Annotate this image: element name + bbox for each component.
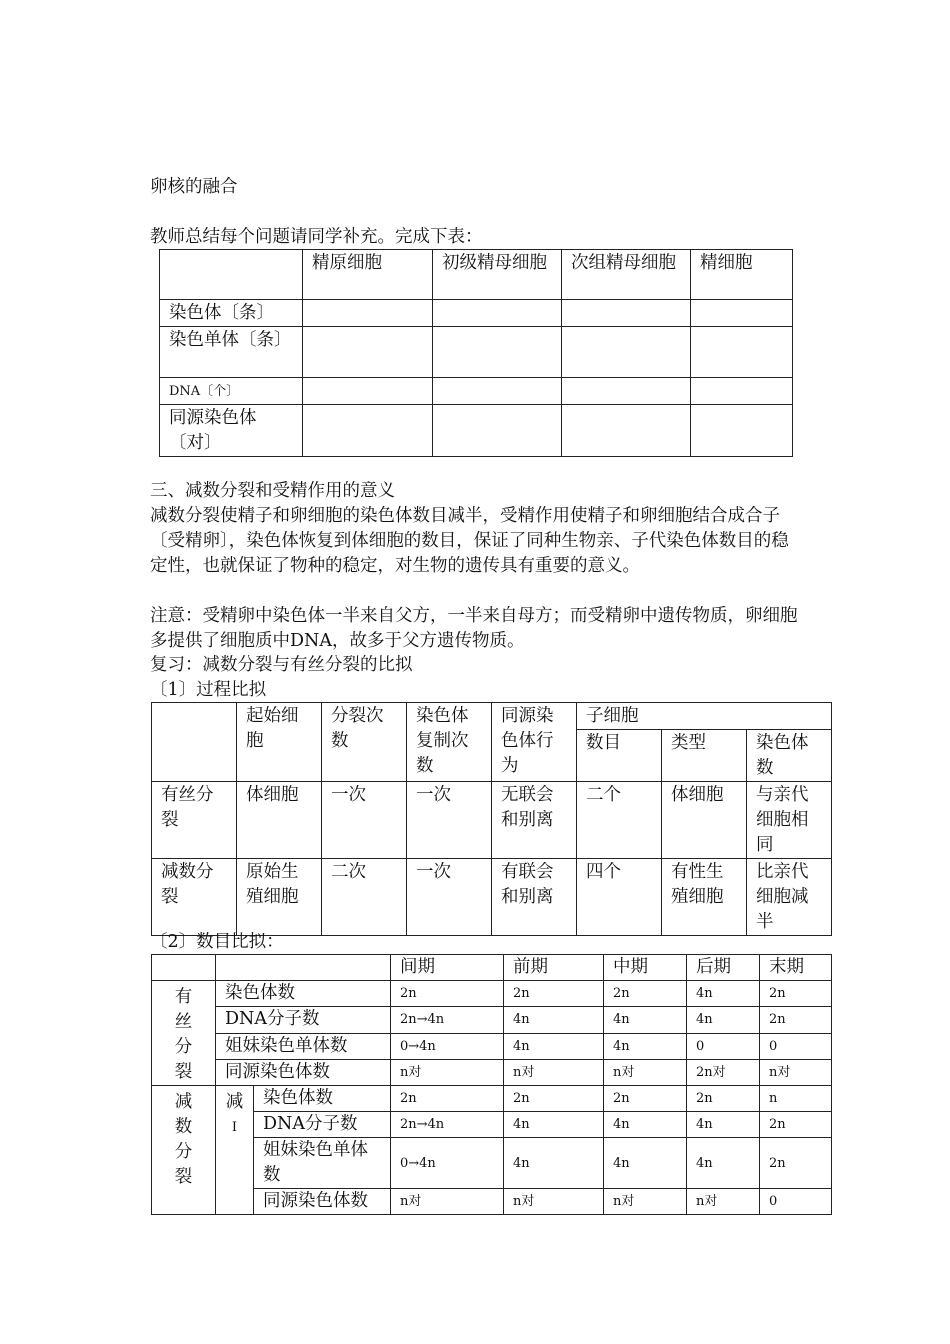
phase-header: 后期: [687, 955, 760, 981]
cell: 4n: [604, 1033, 687, 1059]
cell: 2n: [504, 1086, 604, 1112]
cell: n对: [391, 1189, 504, 1215]
cell: 4n: [687, 1112, 760, 1138]
cell: 减数分裂: [152, 859, 237, 936]
cell: 4n: [687, 981, 760, 1007]
cell: n对: [760, 1059, 832, 1085]
empty-cell[interactable]: [303, 300, 433, 327]
cell: 4n: [504, 1007, 604, 1033]
cell: 一次: [407, 859, 492, 936]
header-cell: 分裂次数: [322, 703, 407, 782]
cell: 2n: [604, 1086, 687, 1112]
row-label: 染色体〔条〕: [160, 300, 303, 327]
sub-header-cell: 染色体数: [747, 730, 832, 782]
empty-corner: [216, 955, 391, 981]
phase-header: 前期: [504, 955, 604, 981]
row-label: DNA分子数: [216, 1007, 391, 1033]
cell: 有丝分裂: [152, 782, 237, 859]
cell: 4n: [504, 1033, 604, 1059]
cell: n对: [604, 1059, 687, 1085]
cell: 与亲代细胞相同: [747, 782, 832, 859]
empty-cell[interactable]: [433, 300, 562, 327]
cell: 2n: [760, 1138, 832, 1189]
row-label: 姐妹染色单体数: [216, 1033, 391, 1059]
row-label: 姐妹染色单体数: [254, 1138, 391, 1189]
cell: 有联会和别离: [492, 859, 577, 936]
cell: 0→4n: [391, 1138, 504, 1189]
section3-body: 减数分裂使精子和卵细胞的染色体数目减半，受精作用使精子和卵细胞结合成合子〔受精卵〕，染色体恢复到体细胞的数目，保证了同种生物亲、子代染色体数目的稳定性，也就保证了物种的稳定，对生物的遗传具有重要的意义。: [150, 506, 789, 576]
empty-cell[interactable]: [433, 327, 562, 378]
cell: 2n对: [687, 1059, 760, 1085]
number-comparison-table: [151, 954, 832, 1215]
header-cell: 起始细胞: [237, 703, 322, 782]
cell: 2n: [760, 1007, 832, 1033]
mitosis-label: 有 丝 分 裂: [152, 981, 216, 1086]
cell: 一次: [322, 782, 407, 859]
section3-title: 三、减数分裂和受精作用的意义: [150, 481, 395, 501]
review-title: 复习：减数分裂与有丝分裂的比拟: [150, 655, 413, 675]
cell: 比亲代细胞减半: [747, 859, 832, 936]
empty-cell[interactable]: [562, 405, 691, 457]
cell: 体细胞: [237, 782, 322, 859]
empty-corner: [152, 703, 237, 782]
process-title: 〔1〕过程比拟: [150, 680, 267, 700]
row-label: 同源染色体数: [254, 1189, 391, 1215]
cell: 体细胞: [662, 782, 747, 859]
empty-cell[interactable]: [433, 405, 562, 457]
empty-corner: [152, 955, 216, 981]
cell: n对: [687, 1189, 760, 1215]
header-cell: 精原细胞: [303, 250, 433, 300]
header-cell: [160, 250, 303, 300]
cell: 一次: [407, 782, 492, 859]
cell: n对: [504, 1189, 604, 1215]
phase-header: 间期: [391, 955, 504, 981]
cell: 4n: [504, 1138, 604, 1189]
cell: 0→4n: [391, 1033, 504, 1059]
number-title: 〔2〕数目比拟：: [150, 932, 284, 952]
cell: 0: [687, 1033, 760, 1059]
cell: 4n: [604, 1007, 687, 1033]
sub-header-cell: 类型: [662, 730, 747, 782]
cell: 0: [760, 1033, 832, 1059]
cell: 2n: [687, 1086, 760, 1112]
cell: 4n: [604, 1112, 687, 1138]
cell: 原始生殖细胞: [237, 859, 322, 936]
empty-cell[interactable]: [433, 378, 562, 405]
header-cell: 子细胞: [577, 703, 832, 730]
sub-header-cell: 数目: [577, 730, 662, 782]
empty-cell[interactable]: [691, 405, 793, 457]
cell: 2n: [391, 981, 504, 1007]
cell: 0: [760, 1189, 832, 1215]
cell-count-table: [159, 249, 793, 457]
phase-header: 末期: [760, 955, 832, 981]
row-label: 染色体数: [254, 1086, 391, 1112]
cell: 四个: [577, 859, 662, 936]
cell: n对: [391, 1059, 504, 1085]
cell: n对: [504, 1059, 604, 1085]
cell: 二次: [322, 859, 407, 936]
header-cell: 精细胞: [691, 250, 793, 300]
cell: 2n: [504, 981, 604, 1007]
empty-cell[interactable]: [691, 327, 793, 378]
cell: 2n→4n: [391, 1007, 504, 1033]
cell: 4n: [687, 1007, 760, 1033]
empty-cell[interactable]: [562, 327, 691, 378]
row-label: 染色单体〔条〕: [160, 327, 303, 378]
process-comparison-table: [151, 702, 832, 936]
header-cell: 同源染色体行为: [492, 703, 577, 782]
note: 注意：受精卵中染色体一半来自父方，一半来自母方；而受精卵中遗传物质，卵细胞多提供了细胞质中DNA，故多于父方遗传物质。: [150, 606, 798, 651]
cell: 2n: [391, 1086, 504, 1112]
header-cell: 次组精母细胞: [562, 250, 691, 300]
cell: n: [760, 1086, 832, 1112]
cell: n对: [604, 1189, 687, 1215]
cell: 4n: [604, 1138, 687, 1189]
cell: 2n: [760, 981, 832, 1007]
table-row: [152, 782, 832, 859]
row-label: DNA分子数: [254, 1112, 391, 1138]
empty-cell[interactable]: [303, 378, 433, 405]
meiosis-label: 减 数 分 裂: [152, 1086, 216, 1215]
row-label: 染色体数: [216, 981, 391, 1007]
teacher-summary: 教师总结每个问题请同学补充。完成下表：: [150, 227, 483, 247]
empty-cell[interactable]: [691, 300, 793, 327]
header-cell: 染色体复制次数: [407, 703, 492, 782]
row-label: 同源染色体数: [216, 1059, 391, 1085]
cell: 2n: [604, 981, 687, 1007]
cell: 4n: [504, 1112, 604, 1138]
meiosis-sub-label: 减 I: [216, 1086, 254, 1215]
row-label: 同源染色体〔对〕: [160, 405, 303, 457]
table-row: [152, 859, 832, 936]
header-cell: 初级精母细胞: [433, 250, 562, 300]
cell: 2n→4n: [391, 1112, 504, 1138]
cell: 二个: [577, 782, 662, 859]
cell: 4n: [687, 1138, 760, 1189]
empty-cell[interactable]: [562, 300, 691, 327]
phase-header: 中期: [604, 955, 687, 981]
empty-cell[interactable]: [303, 405, 433, 457]
row-label: DNA〔个〕: [160, 378, 303, 405]
empty-cell[interactable]: [562, 378, 691, 405]
empty-cell[interactable]: [303, 327, 433, 378]
empty-cell[interactable]: [691, 378, 793, 405]
heading-fragment: 卵核的融合: [150, 177, 238, 197]
cell: 无联会和别离: [492, 782, 577, 859]
cell: 2n: [760, 1112, 832, 1138]
cell: 有性生殖细胞: [662, 859, 747, 936]
